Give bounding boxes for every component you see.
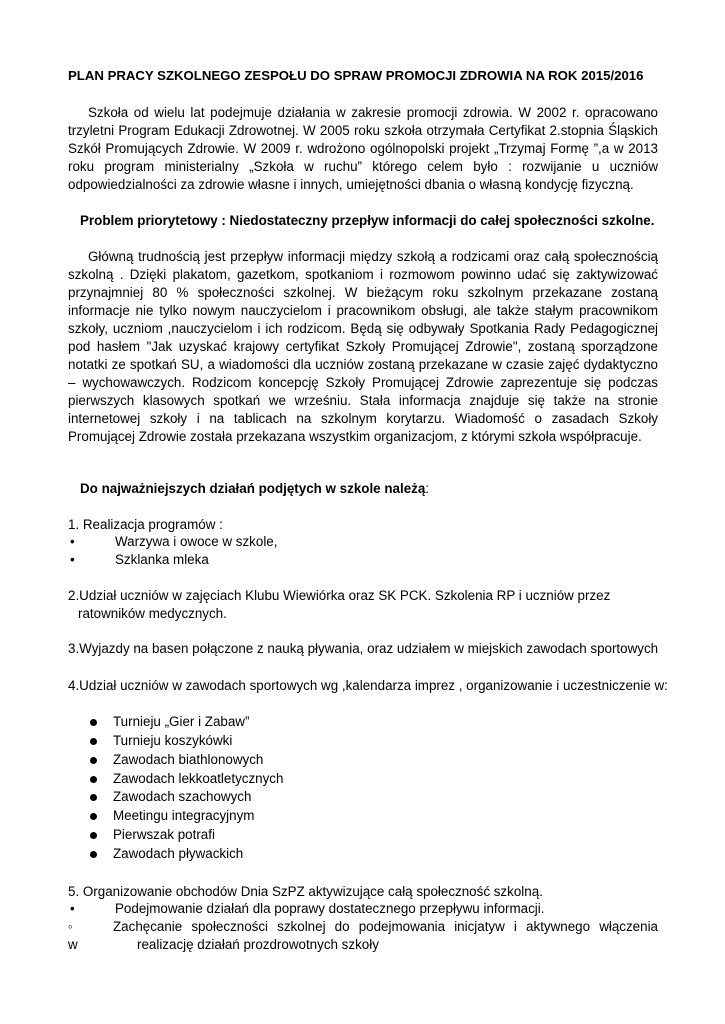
list-item-text: Zawodach szachowych xyxy=(113,789,252,804)
bullet-dot-icon xyxy=(90,719,97,726)
sub-bullet-marker: ◦ xyxy=(68,919,73,934)
bullet-dot-icon xyxy=(90,757,97,764)
bullet-dot-icon xyxy=(90,851,97,858)
bullet-marker: • xyxy=(70,534,75,549)
section3-text: 3.Wyjazdy na basen połączone z nauką pływania, oraz udziałem w miejskich zawodach sportowych xyxy=(68,641,659,656)
bullet-dot-icon xyxy=(90,813,97,820)
section2-line2: ratowników medycznych. xyxy=(78,606,227,621)
list-item-text: Zawodach pływackich xyxy=(113,846,244,861)
document-title: PLAN PRACY SZKOLNEGO ZESPOŁU DO SPRAW PROMOCJI ZDROWIA NA ROK 2015/2016 xyxy=(68,68,644,83)
bullet-dot-icon xyxy=(90,832,97,839)
list-item-text: realizację działań prozdrowotnych szkoły xyxy=(137,937,379,952)
section5-title: 5. Organizowanie obchodów Dnia SzPZ aktywizujące całą społeczność szkolną. xyxy=(68,884,543,899)
actions-heading xyxy=(80,480,670,498)
list-item-text: Zawodach lekkoatletycznych xyxy=(113,771,284,786)
list-item-text: Warzywa i owoce w szkole, xyxy=(115,534,278,549)
list-item-text: Szklanka mleka xyxy=(115,552,209,567)
bullet-dot-icon xyxy=(90,776,97,783)
actions-heading-bold: Do najważniejszych działań podjętych w szkole należą xyxy=(80,481,426,496)
priority-problem-heading: Problem priorytetowy : Niedostateczny przepływ informacji do całej społeczności szkolne. xyxy=(80,213,655,228)
bullet-marker: • xyxy=(70,552,75,567)
section2-line1: 2.Udział uczniów w zajęciach Klubu Wiewiórka oraz SK PCK. Szkolenia RP i uczniów przez xyxy=(68,588,611,603)
main-paragraph: Główną trudnością jest przepływ informacji między szkołą a rodzicami oraz całą społecznością szkolną . Dzięki plakatom, gazetkom, spotkaniom i rozmowom powinno udać się zaktywizować przynajmniej 80 % społeczności szkolnej. W bieżącym roku szkolnym przekazane zostaną informacje nie tylko nowym nauczycielom i pracownikom obsługi, ale także stałym pracownikom szkoły, uczniom ,nauczycielom i ich rodzicom. Będą się odbywały Spotkania Rady Pedagogicznej pod hasłem "Jak uzyskać krajowy certyfikat Szkoły Promującej Zdrowie", zostaną sporządzone notatki ze spotkań SU, a wiadomości dla uczniów zostaną przekazane w czasie zajęć dydaktyczno – wychowawczych. Rodzicom koncepcję Szkoły Promującej Zdrowie zaprezentuje się podczas pierwszych klasowych spotkań we wrześniu. Stała informacja znajduje się także na stronie internetowej szkoły i na tablicach na szkolnym korytarzu. Wiadomość o zasadach Szkoły Promującej Zdrowie została przekazana wszystkim organizacjom, z którymi szkoła współpracuje. xyxy=(68,249,658,444)
list-item-text: Zachęcanie społeczności szkolnej do podejmowania inicjatyw i aktywnego włączenia xyxy=(113,919,658,934)
list-item-text: Turnieju „Gier i Zabaw” xyxy=(113,714,250,729)
list-item-text: Meetingu integracyjnym xyxy=(113,808,255,823)
bullet-dot-icon xyxy=(90,794,97,801)
continuation-prefix: w xyxy=(68,937,78,952)
bullet-dot-icon xyxy=(90,738,97,745)
section1-title: 1. Realizacja programów : xyxy=(68,517,223,532)
actions-heading-suffix: : xyxy=(425,481,430,496)
list-item-text: Turnieju koszykówki xyxy=(113,733,233,748)
intro-paragraph: Szkoła od wielu lat podejmuje działania w zakresie promocji zdrowia. W 2002 r. opracowano trzyletni Program Edukacji Zdrowotnej. W 2005 roku szkoła otrzymała Certyfikat 2.stopnia Śląskich Szkół Promujących Zdrowie. W 2009 r. wdrożono ogólnopolski projekt „Trzymaj Formę ”,a w 2013 roku program ministerialny „Szkoła w ruchu” którego celem było : rozwijanie u uczniów odpowiedzialności za zdrowie własne i innych, umiejętności dbania o własną kondycję fizyczną. xyxy=(68,105,658,192)
bullet-marker: • xyxy=(70,901,75,916)
list-item-text: Pierwszak potrafi xyxy=(113,827,215,842)
list-item-text: Zawodach biathlonowych xyxy=(113,752,264,767)
section4-title: 4.Udział uczniów w zawodach sportowych wg ,kalendarza imprez , organizowanie i uczestniczenie w: xyxy=(68,678,668,693)
list-item-text: Podejmowanie działań dla poprawy dostatecznego przepływu informacji. xyxy=(115,901,545,916)
